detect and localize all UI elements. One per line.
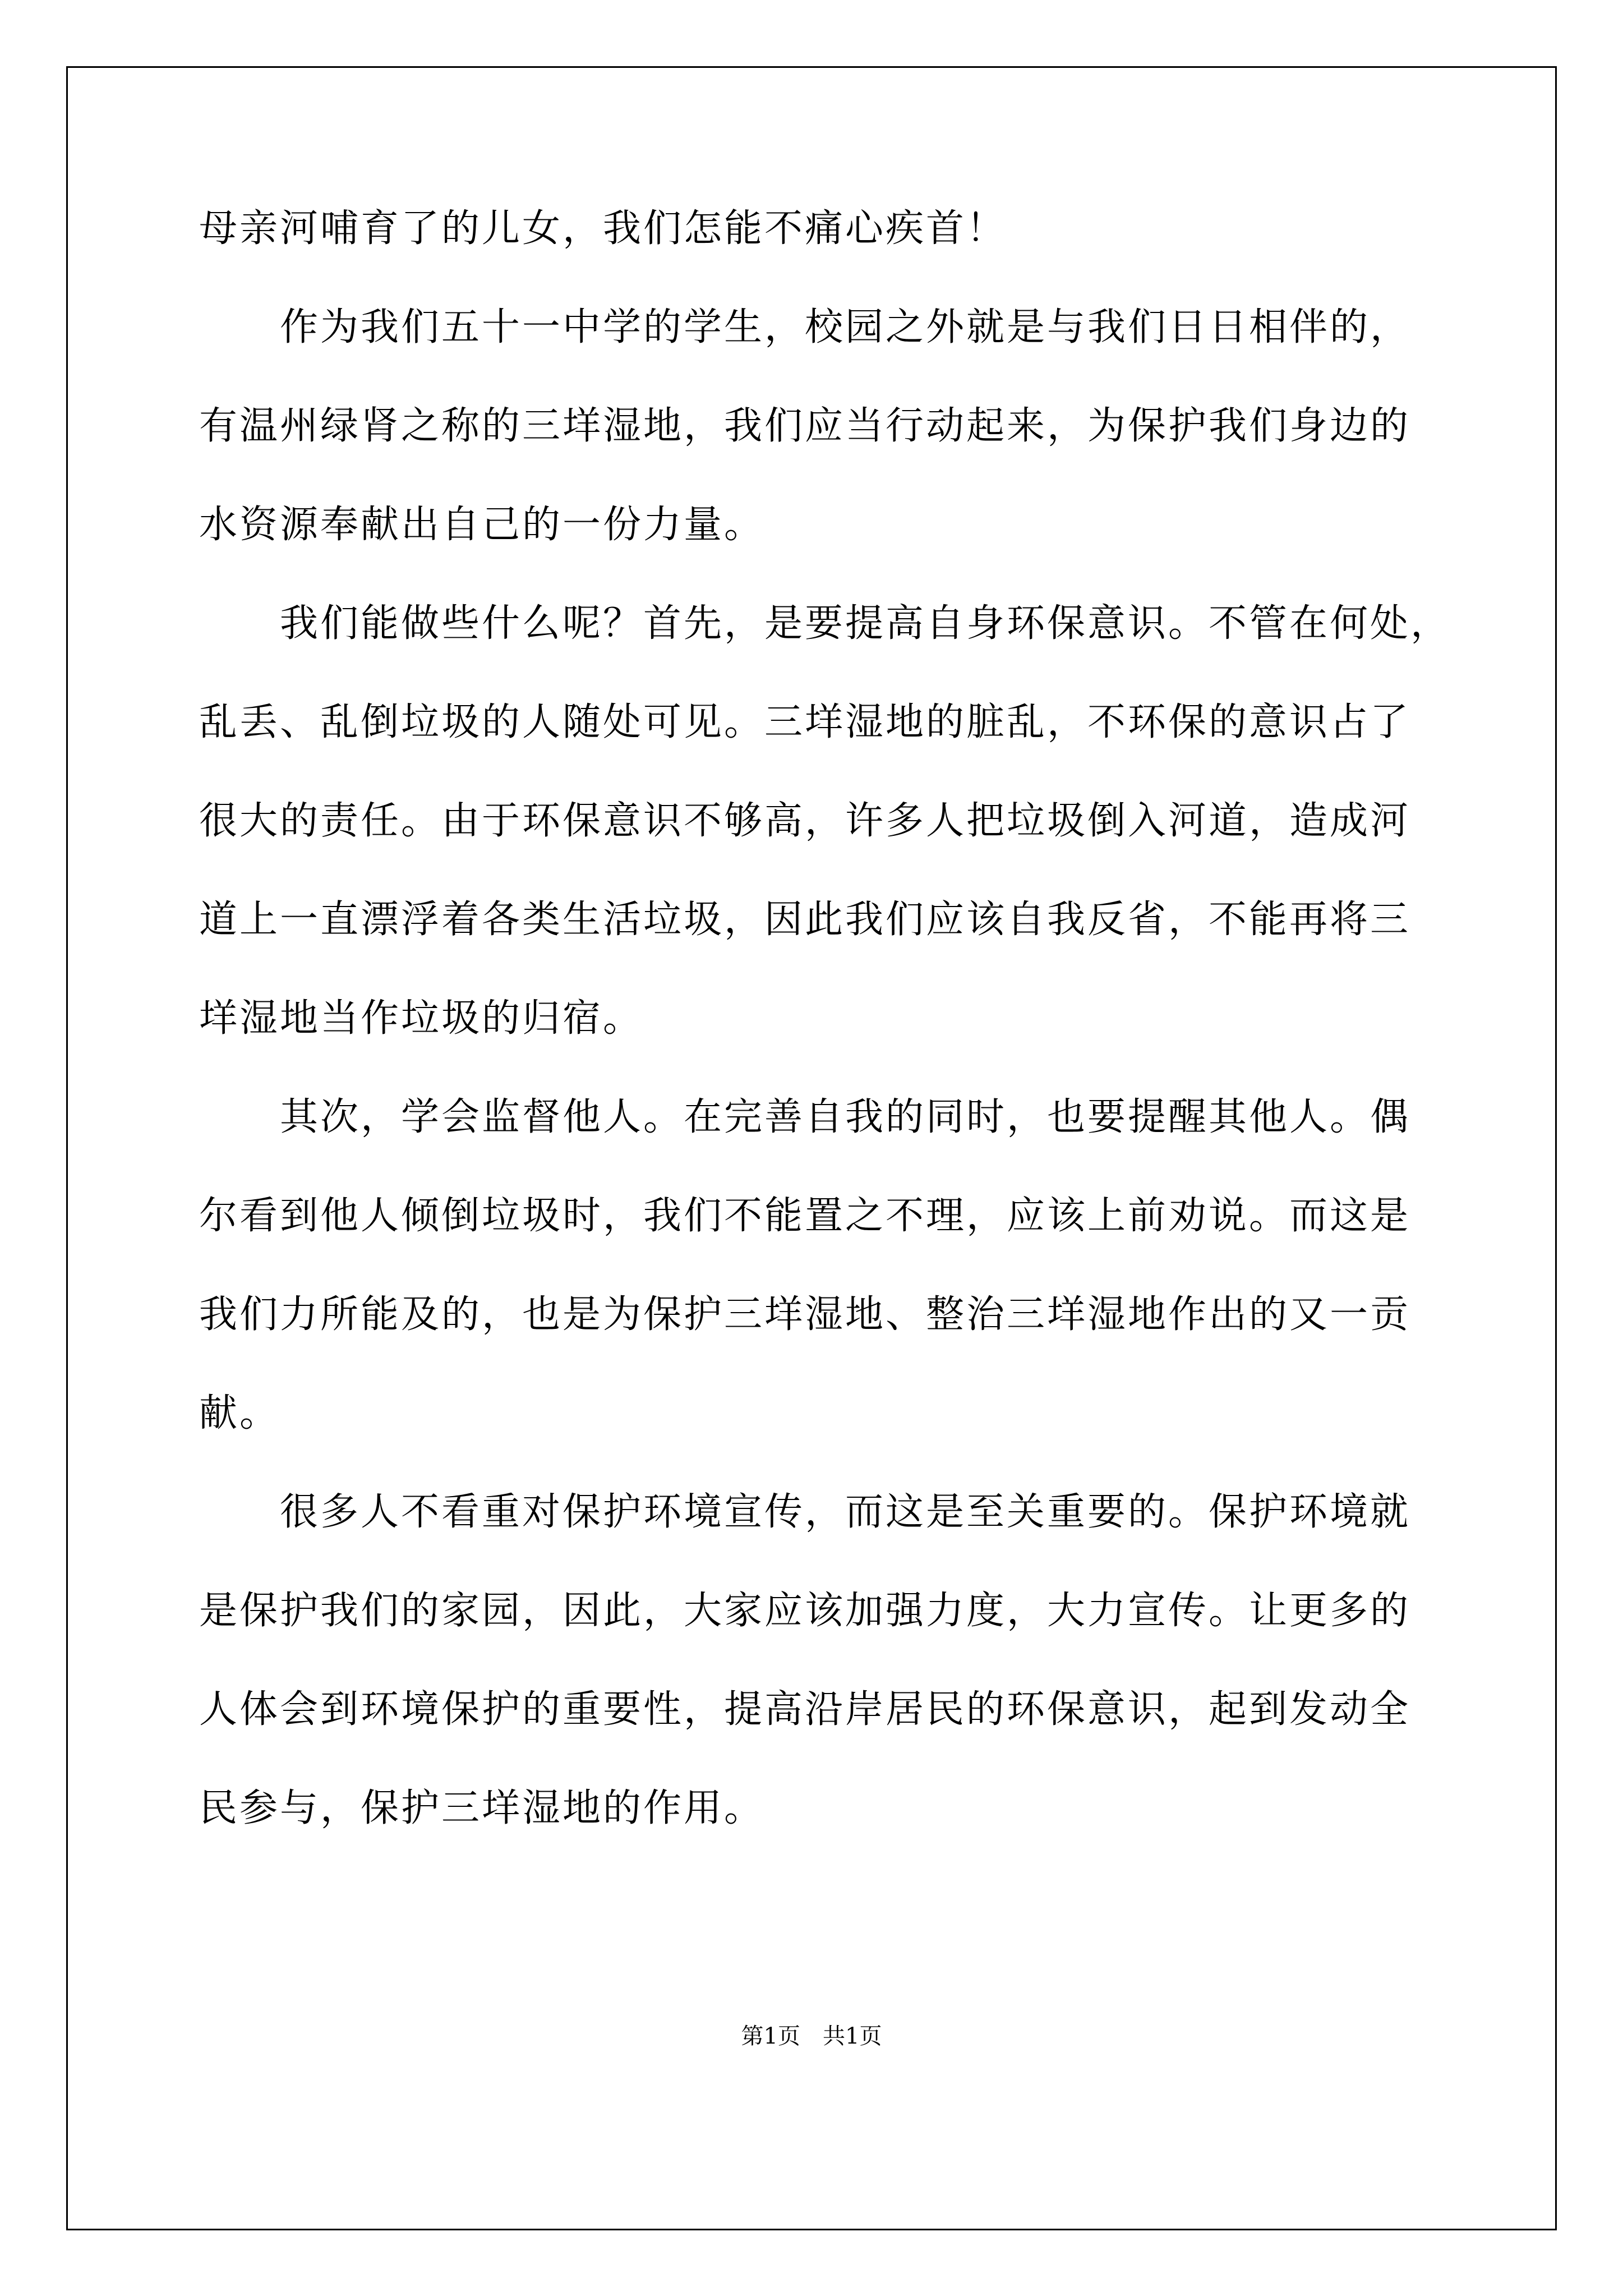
text-line: 很大的责任。由于环保意识不够高，许多人把垃圾倒入河道，造成河 bbox=[199, 799, 1411, 843]
page-border bbox=[66, 66, 1557, 2230]
text-line: 作为我们五十一中学的学生，校园之外就是与我们日日相伴的， bbox=[199, 305, 1411, 349]
text-line: 我们能做些什么呢？首先，是要提高自身环保意识。不管在何处， bbox=[199, 601, 1451, 646]
text-line: 是保护我们的家园，因此，大家应该加强力度，大力宣传。让更多的 bbox=[199, 1589, 1411, 1633]
text-line: 人体会到环境保护的重要性，提高沿岸居民的环保意识，起到发动全 bbox=[199, 1687, 1411, 1732]
text-line: 道上一直漂浮着各类生活垃圾，因此我们应该自我反省，不能再将三 bbox=[199, 898, 1411, 942]
text-line: 乱丢、乱倒垃圾的人随处可见。三垟湿地的脏乱，不环保的意识占了 bbox=[199, 700, 1411, 744]
text-line: 垟湿地当作垃圾的归宿。 bbox=[199, 996, 644, 1041]
text-line: 尔看到他人倾倒垃圾时，我们不能置之不理，应该上前劝说。而这是 bbox=[199, 1194, 1411, 1238]
text-line: 母亲河哺育了的儿女，我们怎能不痛心疾首！ bbox=[199, 206, 1007, 251]
text-line: 很多人不看重对保护环境宣传，而这是至关重要的。保护环境就 bbox=[199, 1490, 1411, 1534]
text-line: 其次，学会监督他人。在完善自我的同时，也要提醒其他人。偶 bbox=[199, 1095, 1411, 1139]
text-line: 民参与，保护三垟湿地的作用。 bbox=[199, 1786, 765, 1830]
text-line: 献。 bbox=[199, 1391, 280, 1435]
page-number-footer: 第1页 共1页 bbox=[741, 2023, 882, 2049]
text-line: 我们力所能及的，也是为保护三垟湿地、整治三垟湿地作出的又一贡 bbox=[199, 1292, 1411, 1337]
text-line: 水资源奉献出自己的一份力量。 bbox=[199, 503, 765, 547]
text-line: 有温州绿肾之称的三垟湿地，我们应当行动起来，为保护我们身边的 bbox=[199, 404, 1411, 448]
